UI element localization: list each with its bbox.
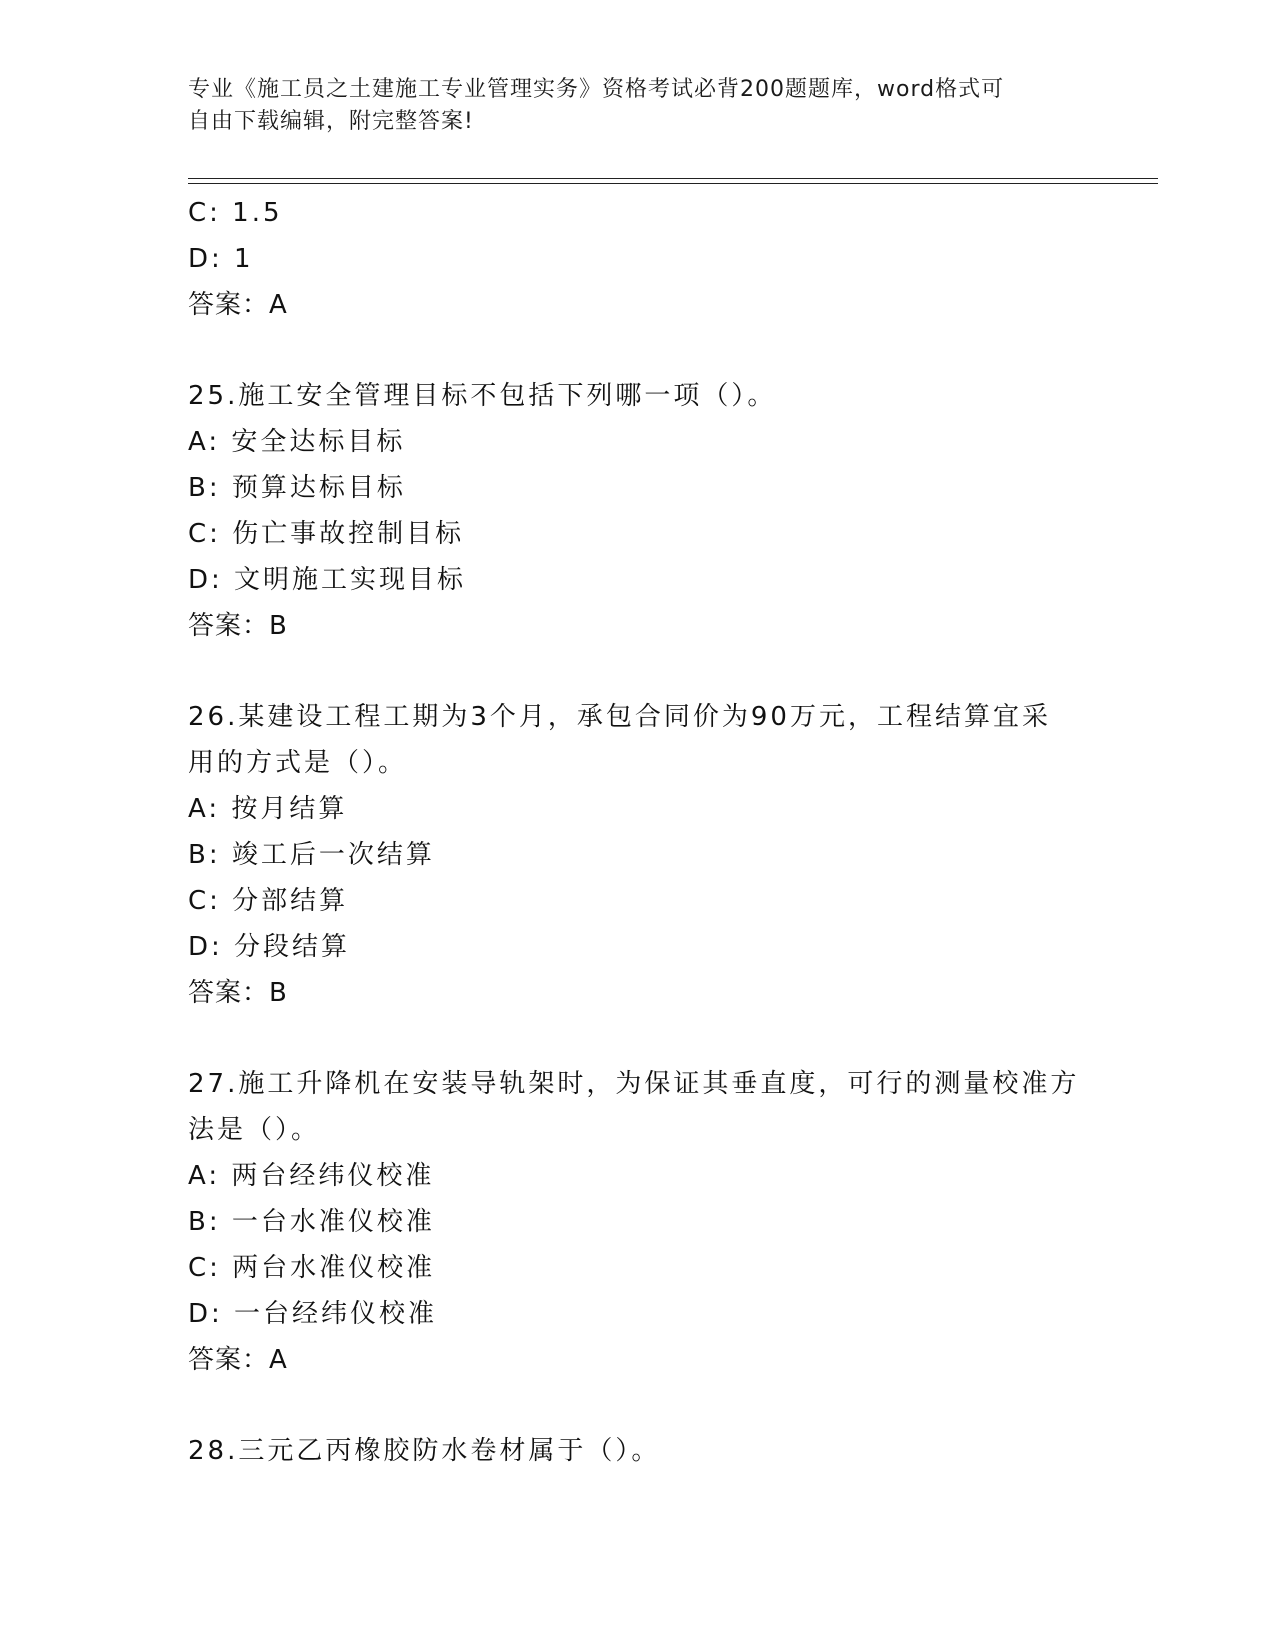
option-a: A: 按月结算 xyxy=(188,794,348,824)
spacer xyxy=(188,1383,1088,1428)
spacer xyxy=(188,649,1088,694)
header-rule-top xyxy=(188,178,1158,179)
spacer xyxy=(188,1016,1088,1061)
option-c: C: 1.5 xyxy=(188,198,283,228)
question-28 xyxy=(188,1428,1088,1474)
option-b: B: 竣工后一次结算 xyxy=(188,840,435,870)
option-d: D: 分段结算 xyxy=(188,932,351,962)
option-d: D: 1 xyxy=(188,244,254,274)
option-b: B: 预算达标目标 xyxy=(188,473,406,503)
header-line-1: 专业《施工员之土建施工专业管理实务》资格考试必背200题题库，word格式可 xyxy=(188,77,1005,102)
answer-line: 答案：A xyxy=(188,290,288,320)
spacer xyxy=(188,328,1088,373)
question-text-cont: 法是（）。 xyxy=(188,1115,321,1145)
answer-line: 答案：B xyxy=(188,978,288,1008)
option-d: D: 文明施工实现目标 xyxy=(188,565,467,595)
header-rule-bottom xyxy=(188,183,1158,184)
option-d: D: 一台经纬仪校准 xyxy=(188,1299,438,1329)
answer-line: 答案：B xyxy=(188,611,288,641)
option-a: A: 两台经纬仪校准 xyxy=(188,1161,435,1191)
question-25 xyxy=(188,373,1088,649)
header-line-2: 自由下载编辑，附完整答案! xyxy=(188,109,474,134)
page-header xyxy=(188,74,1068,138)
question-text: 27.施工升降机在安装导轨架时，为保证其垂直度，可行的测量校准方 xyxy=(188,1069,1080,1099)
question-text: 28.三元乙丙橡胶防水卷材属于（）。 xyxy=(188,1436,661,1466)
option-c: C: 伤亡事故控制目标 xyxy=(188,519,465,549)
question-list xyxy=(188,190,1088,1474)
option-a: A: 安全达标目标 xyxy=(188,427,406,457)
option-b: B: 一台水准仪校准 xyxy=(188,1207,435,1237)
question-27 xyxy=(188,1061,1088,1383)
question-fragment xyxy=(188,190,1088,328)
question-text-cont: 用的方式是（）。 xyxy=(188,748,408,778)
option-c: C: 两台水准仪校准 xyxy=(188,1253,436,1283)
answer-line: 答案：A xyxy=(188,1345,288,1375)
question-26 xyxy=(188,694,1088,1016)
option-c: C: 分部结算 xyxy=(188,886,349,916)
question-text: 25.施工安全管理目标不包括下列哪一项（）。 xyxy=(188,381,777,411)
question-text: 26.某建设工程工期为3个月，承包合同价为90万元，工程结算宜采 xyxy=(188,702,1051,732)
